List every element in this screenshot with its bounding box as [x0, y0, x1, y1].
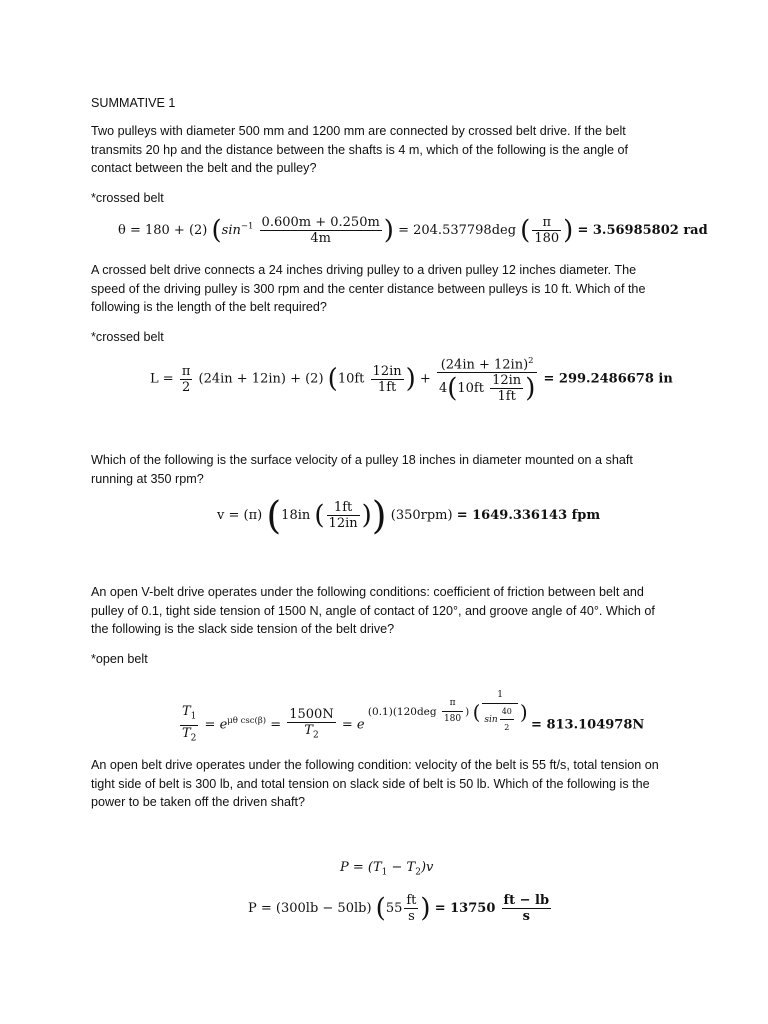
eq2-answer: = 299.2486678 in — [543, 371, 673, 387]
problem-1-note: *crossed belt — [91, 191, 164, 205]
eq3-diameter: 18in — [281, 508, 311, 523]
eq4-answer: = 813.104978N — [531, 717, 645, 733]
eq2-big-fraction: $(24in + 12in)^2$ 4(10ft $\frac{12in}{1ft}$ ) — [438, 356, 536, 405]
problem-2-question: A crossed belt drive connects a 24 inches driving pulley to a driven pulley 12 inches diameter. The speed of the driving pulley is 300 rpm and the center distance between pulleys is 10 ft. Which of the following is the length of the belt required? — [91, 263, 646, 315]
problem-4-equation: $\frac{T_1}{T_2}$ = $e^{\mu\theta csc(\beta)}$ = $\frac{1500N}{T_2}$ = e $^{(0.1)(120deg \frac{\pi}{180} ) ( 1 sin \frac{40}{2} )}$ = 813.104978N — [178, 688, 644, 746]
eq2-pi-fraction: $\frac{\pi}{2}$ — [181, 363, 191, 395]
eq3-conversion: $\frac{1ft}{12in}$ — [328, 500, 358, 531]
problem-2-equation: L = $\frac{\pi}{2}$ (24in + 12in) + (2) (10ft $\frac{12in}{1ft}$ ) + $(24in + 12in)^2$ 4(10ft $\frac{12in}{1ft}$ ) = 299.2486678 in — [150, 356, 673, 405]
eq2-lhs: L = — [150, 371, 174, 387]
eq5-lhs: P = (300lb − 50lb) — [248, 901, 372, 916]
problem-5-equation-2: P = (300lb − 50lb) (55 $\frac{ft}{s}$ ) = 13750 $\frac{ft - lb}{s}$ — [248, 893, 550, 924]
eq2-term1: (24in + 12in) + (2) — [198, 371, 324, 387]
eq3-rpm: (350rpm) — [390, 508, 453, 523]
eq1-sin: sin — [221, 223, 241, 238]
problem-3-equation: v = (π) (18in ( $\frac{1ft}{12in}$ )) (350rpm) = 1649.336143 fpm — [217, 493, 601, 538]
eq3-lhs: v = (π) — [217, 508, 263, 523]
problem-4-note: *open belt — [91, 652, 148, 666]
problem-5-equation-1: $P = (T_1 - T_2)v$ — [340, 860, 434, 878]
eq1-sin-exp: −1 — [240, 221, 254, 232]
problem-3-question: Which of the following is the surface velocity of a pulley 18 inches in diameter mounted on a shaft running at 350 rpm? — [91, 453, 633, 486]
problem-1-equation: θ = 180 + (2) ($\sin^{-1}$ $\frac{0.600m + 0.250m}{4m}$ ) = 204.537798deg ( $\frac{\pi}{180}$ ) = 3.56985802 rad — [118, 215, 708, 246]
problem-4-question: An open V-belt drive operates under the following conditions: coefficient of friction between belt and pulley of 0.1, tight side tension of 1500 N, angle of contact of 120°, and groove angle of 40°. Which of the following is the slack side tension of the belt drive? — [91, 585, 655, 637]
eq5-velocity-fraction: $\frac{ft}{s}$ — [406, 893, 417, 924]
problem-2-note: *crossed belt — [91, 330, 164, 344]
eq1-fraction: $\frac{0.600m + 0.250m}{4m}$ — [261, 215, 380, 246]
eq4-newton-fraction: $\frac{1500N}{T_2}$ — [289, 706, 334, 741]
eq2-conversion: $\frac{12in}{1ft}$ — [372, 363, 402, 395]
eq4-tension-ratio: $\frac{T_1}{T_2}$ — [182, 703, 197, 744]
eq5-answer-unit: $\frac{ft - lb}{s}$ — [503, 893, 550, 924]
eq4-exponent: μθ csc(β) — [227, 716, 267, 727]
eq1-mid: = 204.537798deg — [398, 223, 517, 238]
eq2-ten-ft: 10ft — [337, 371, 365, 387]
problem-5-question: An open belt drive operates under the following condition: velocity of the belt is 55 ft/s, total tension on tight side of belt is 300 lb, and total tension on slack side of belt is 50 lb. Which of the following is the power to be taken off the driven shaft? — [91, 758, 659, 810]
document-title: SUMMATIVE 1 — [91, 96, 176, 110]
eq4-exponent-expanded: (0.1)(120deg π 180 ) ( 1 sin 40 2 ) — [367, 690, 528, 732]
eq1-lhs: θ = 180 + (2) — [118, 223, 208, 238]
eq1-answer: = 3.56985802 rad — [577, 223, 708, 238]
eq3-answer: = 1649.336143 fpm — [456, 508, 601, 523]
eq1-pi-fraction: $\frac{\pi}{180}$ — [534, 215, 560, 246]
problem-1-question: Two pulleys with diameter 500 mm and 1200 mm are connected by crossed belt drive. If the belt transmits 20 hp and the distance between the shafts is 4 m, which of the following is the angle of contact between the belt and the pulley? — [91, 124, 628, 176]
eq5-answer: = 13750 — [434, 901, 496, 916]
